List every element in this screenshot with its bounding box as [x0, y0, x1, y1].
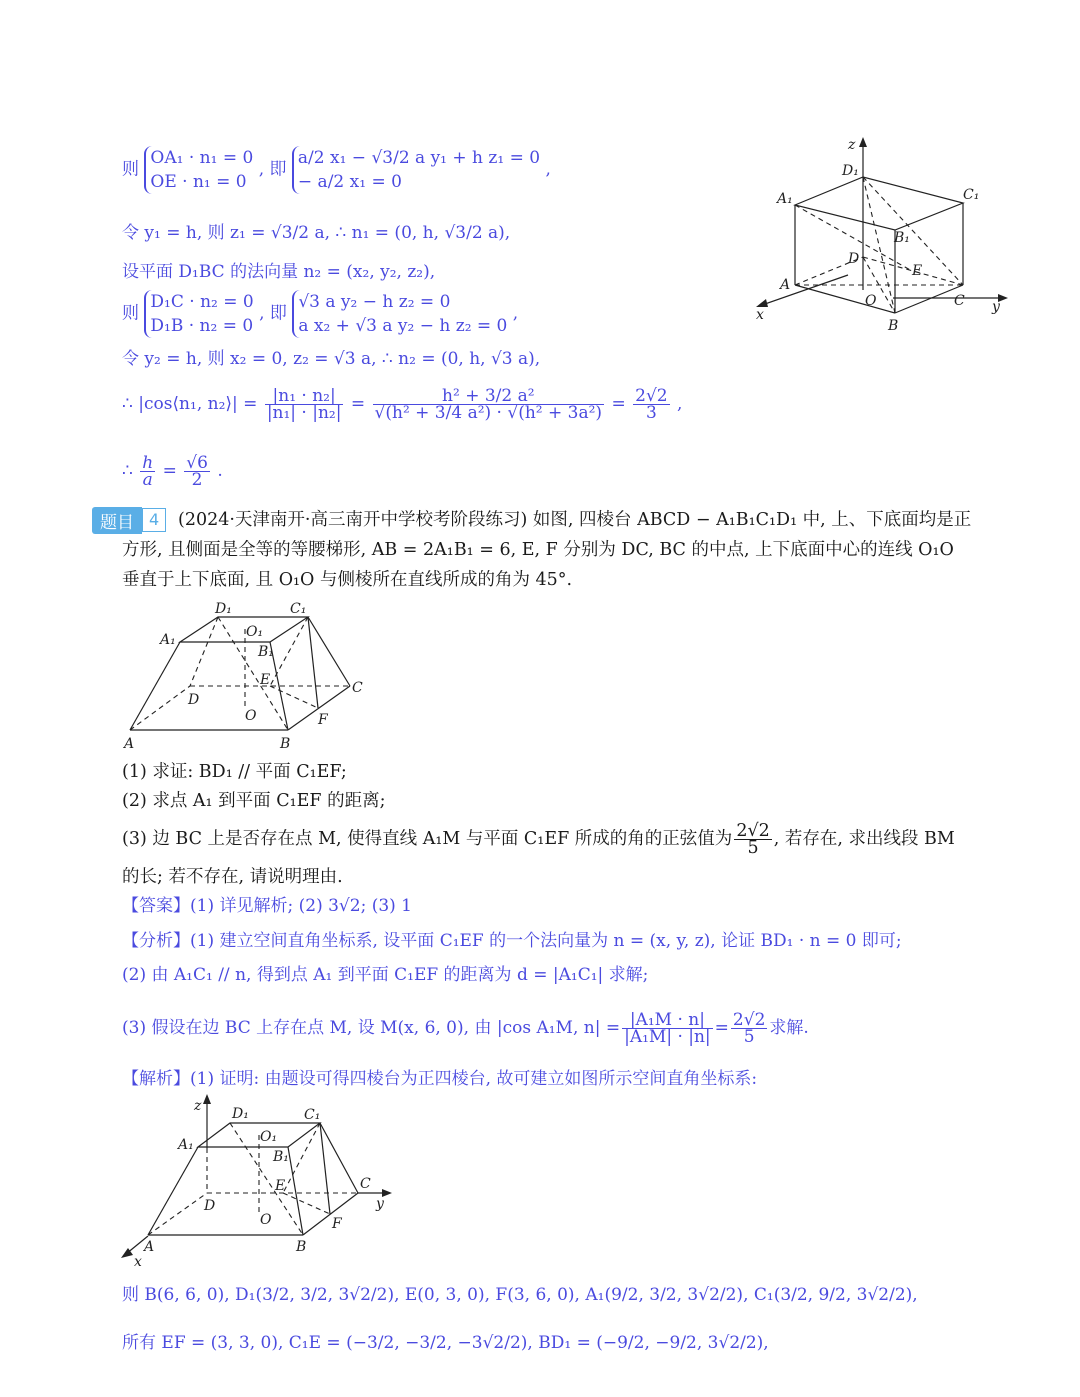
label: O₁ [246, 624, 264, 640]
text: = [714, 1018, 729, 1038]
vectors-line: 所有 EF = (3, 3, 0), C₁E = (−3/2, −3/2, −3√2/2), BD₁ = (−9/2, −9/2, 3√2/2), [122, 1333, 769, 1353]
arrow-head [203, 1094, 211, 1104]
equation: − a/2 x₁ = 0 [297, 172, 402, 192]
problem-tag-number: 4 [142, 508, 166, 532]
label: C [360, 1176, 371, 1192]
solution-line-6 [122, 388, 682, 421]
text: 则 [122, 303, 139, 324]
equation: √3 a y₂ − h z₂ = 0 [298, 292, 451, 312]
numerator: 2√2 [732, 1009, 766, 1030]
problem-line-3: 垂直于上下底面, 且 O₁O 与侧棱所在直线所成的角为 45°. [122, 570, 573, 590]
solution-line-1 [122, 146, 551, 194]
label: B [888, 318, 899, 334]
solution-line-7 [122, 455, 223, 488]
text: ∴ |cos⟨n₁, n₂⟩| = [122, 394, 258, 414]
label: O [260, 1212, 272, 1228]
equation-system [292, 146, 540, 194]
label: x [756, 307, 764, 323]
label: A₁ [777, 191, 793, 207]
equation: D₁B · n₂ = 0 [150, 316, 254, 336]
label: E [260, 672, 271, 688]
label: C [954, 293, 965, 309]
text: , [677, 394, 683, 414]
problem-tag [92, 507, 166, 533]
numerator: |A₁M · n| [622, 1012, 713, 1029]
label: B₁ [258, 644, 274, 660]
hidden-edge [270, 617, 308, 686]
label: D [188, 692, 200, 708]
solution-line-3: 设平面 D₁BC 的法向量 n₂ = (x₂, y₂, z₂), [122, 262, 436, 282]
fraction [731, 1009, 767, 1047]
numerator: |n₁ · n₂| [265, 388, 344, 405]
label: z [848, 137, 856, 153]
fraction [373, 388, 605, 421]
hidden-edge [283, 1193, 330, 1214]
equation: a/2 x₁ − √3/2 a y₁ + h z₁ = 0 [297, 148, 541, 168]
x-axis [762, 275, 848, 305]
solution-intro: 【解析】(1) 证明: 由题设可得四棱台为正四棱台, 故可建立如图所示空间直角坐标系: [122, 1069, 758, 1089]
equation-system [144, 146, 253, 194]
hidden-edge [148, 1193, 207, 1235]
analysis-line-3 [122, 1000, 809, 1056]
frustum-edge [320, 1123, 358, 1193]
numerator: h² + 3/2 a² [373, 388, 605, 405]
frustum-top-face [180, 617, 308, 642]
fraction [633, 388, 669, 421]
cube-figure [750, 135, 1020, 335]
label: C [352, 680, 363, 696]
numerator: h [142, 453, 154, 473]
text: = [162, 461, 177, 481]
text: = [611, 394, 626, 414]
hidden-edge [270, 686, 318, 708]
label: C₁ [290, 601, 307, 617]
label: D [204, 1198, 216, 1214]
label: B₁ [273, 1149, 289, 1165]
solution-line-5: 令 y₂ = h, 则 x₂ = 0, z₂ = √3 a, ∴ n₂ = (0, h, √3 a), [122, 349, 541, 369]
denominator: √(h² + 3/4 a²) · √(h² + 3a²) [374, 403, 603, 423]
label: E [275, 1178, 286, 1194]
text: 则 [122, 159, 139, 180]
fraction [622, 1009, 713, 1047]
fraction [265, 388, 344, 421]
label: D₁ [232, 1106, 249, 1122]
label: B₁ [894, 230, 910, 246]
equation: OA₁ · n₁ = 0 [150, 148, 254, 168]
text: ∴ [122, 461, 133, 481]
label: E [912, 263, 923, 279]
text: = [350, 394, 366, 414]
frustum-edge [148, 1147, 198, 1235]
denominator: a [142, 470, 153, 490]
label: C₁ [304, 1107, 321, 1123]
label: O₁ [260, 1129, 278, 1145]
text: (3) 假设在边 BC 上存在点 M, 设 M(x, 6, 0), 由 |cos A₁M, n| = [122, 1018, 621, 1038]
equation: D₁C · n₂ = 0 [150, 292, 254, 312]
fraction [140, 455, 155, 488]
question-3 [122, 819, 955, 859]
denominator: |A₁M| · |n| [624, 1026, 711, 1047]
frustum-edge [303, 1193, 358, 1235]
equation-system [292, 290, 507, 338]
label: F [332, 1216, 342, 1232]
frustum-edge [288, 1147, 303, 1235]
label: x [134, 1254, 142, 1270]
analysis-line-2: (2) 由 A₁C₁ // n, 得到点 A₁ 到平面 C₁EF 的距离为 d = |A₁C₁| 求解; [122, 965, 649, 985]
label: A [144, 1239, 155, 1255]
fraction [734, 820, 771, 858]
arrow-head [756, 299, 768, 307]
arrow-head [859, 137, 867, 147]
frustum-figure [118, 598, 378, 758]
question-3-continued: 的长; 若不存在, 请说明理由. [122, 867, 343, 887]
denominator: 3 [645, 403, 657, 423]
coordinates-line: 则 B(6, 6, 0), D₁(3/2, 3/2, 3√2/2), E(0, 3, 0), F(3, 6, 0), A₁(9/2, 3/2, 3√2/2), C₁(3/2, 9/2, 3√2/2), [122, 1285, 918, 1305]
denominator: 5 [743, 1026, 755, 1047]
text: , [512, 303, 519, 324]
answer-line: 【答案】(1) 详见解析; (2) 3√2; (3) 1 [122, 896, 412, 916]
label: A₁ [178, 1137, 194, 1153]
hidden-edge [190, 617, 218, 686]
numerator: 2√2 [736, 820, 770, 841]
numerator: 2√2 [635, 386, 668, 406]
label: z [194, 1098, 202, 1114]
cube-edge [795, 285, 895, 313]
frustum-edge [320, 1123, 330, 1214]
label: F [318, 712, 328, 728]
text: , 即 [259, 303, 287, 324]
equation: OE · n₁ = 0 [150, 172, 247, 192]
solution-line-4 [122, 290, 518, 338]
label: A₁ [160, 632, 176, 648]
label: O [865, 293, 877, 309]
text: . [217, 461, 223, 481]
problem-tag-label: 题目 [92, 507, 142, 534]
label: y [992, 299, 1000, 315]
question-1: (1) 求证: BD₁ // 平面 C₁EF; [122, 762, 347, 782]
cube-top-face [795, 177, 963, 230]
label: O [245, 708, 257, 724]
text: , 即 [258, 159, 287, 180]
denominator: |n₁| · |n₂| [266, 403, 342, 423]
text: , 若存在, 求出线段 BM [773, 829, 955, 849]
analysis-line-1: 【分析】(1) 建立空间直角坐标系, 设平面 C₁EF 的一个法向量为 n = (x, y, z), 论证 BD₁ · n = 0 即可; [122, 931, 902, 951]
problem-line-1: (2024·天津南开·高三南开中学校考阶段练习) 如图, 四棱台 ABCD − A₁B₁C₁D₁ 中, 上、下底面均是正 [178, 510, 972, 530]
label: D₁ [842, 163, 859, 179]
text: , [545, 159, 551, 180]
problem-line-2: 方形, 且侧面是全等的等腰梯形, AB = 2A₁B₁ = 6, E, F 分别为 DC, BC 的中点, 上下底面中心的连线 O₁O [122, 540, 954, 560]
cube-edge [895, 285, 963, 313]
text: (3) 边 BC 上是否存在点 M, 使得直线 A₁M 与平面 C₁EF 所成的角的正弦值为 [122, 829, 733, 849]
denominator: 2 [191, 470, 203, 490]
label: C₁ [963, 187, 980, 203]
numerator: √6 [186, 453, 208, 473]
label: D₁ [215, 601, 232, 617]
fraction [184, 455, 210, 488]
label: y [376, 1196, 384, 1212]
label: B [280, 736, 291, 752]
solution-line-2: 令 y₁ = h, 则 z₁ = √3/2 a, ∴ n₁ = (0, h, √3/2 a), [122, 223, 511, 243]
label: A [780, 277, 791, 293]
hidden-edge [130, 686, 190, 730]
equation: a x₂ + √3 a y₂ − h z₂ = 0 [298, 316, 508, 336]
text: 求解. [769, 1018, 809, 1038]
label: B [296, 1239, 307, 1255]
equation-system [144, 290, 253, 338]
frustum-edge [130, 642, 180, 730]
question-2: (2) 求点 A₁ 到平面 C₁EF 的距离; [122, 791, 386, 811]
label: D [848, 251, 860, 267]
frustum-axes-figure [118, 1092, 398, 1270]
label: A [124, 736, 135, 752]
denominator: 5 [747, 837, 759, 858]
